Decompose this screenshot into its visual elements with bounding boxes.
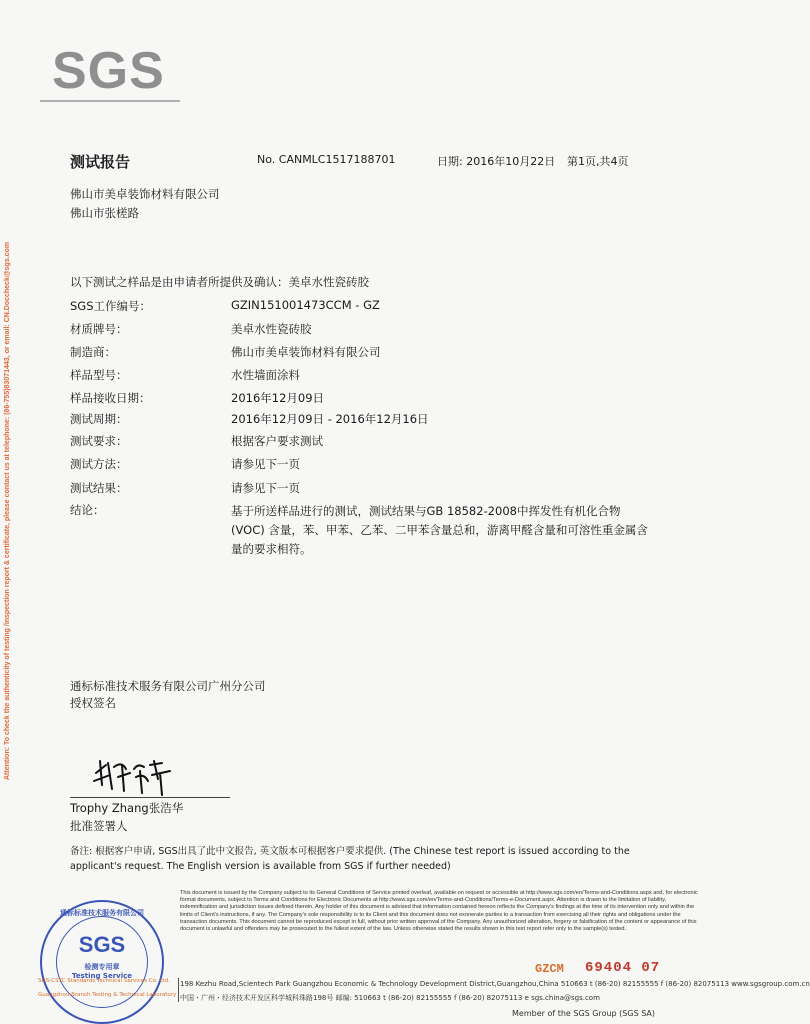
field-label: 样品接收日期： [70, 391, 151, 405]
stamp-center-logo: SGS [78, 932, 126, 957]
serial-number: 69404 07 [585, 960, 661, 976]
field-label: 测试要求： [70, 434, 128, 448]
page-indicator: 第1页,共4页 [567, 155, 629, 168]
field-label: SGS工作编号： [70, 299, 152, 313]
address-divider [178, 978, 179, 1002]
company-name: 通标标准技术服务有限公司广州分公司 [70, 679, 266, 693]
testing-service-stamp [40, 900, 164, 1024]
authenticity-side-note: Attention: To check the authenticity of testing /inspection report & certificate, please contact us at telephone: (86-755)83071443, or email: CN.Doccheck@sgs.com [4, 241, 11, 780]
gzcm-code: GZCM [535, 962, 564, 976]
address-english: 198 Kezhu Road,Scientech Park Guangzhou Economic & Technology Development District,Guangzhou,China 510663 t (86-20) 82155555 f (86-20) 82075113 www.sgsgroup.com.cn [180, 980, 810, 988]
field-value: 根据客户要求测试 [231, 434, 323, 448]
field-value: 水性墙面涂料 [231, 368, 300, 382]
client-address: 佛山市张槎路 [70, 206, 139, 220]
report-number: No. CANMLC1517188701 [257, 153, 396, 166]
intro-text: 以下测试之样品是由申请者所提供及确认：美卓水性瓷砖胶 [70, 275, 369, 289]
field-label: 测试结果： [70, 481, 128, 495]
stamp-bottom-line-2: Guangzhou Branch Testing & Technical Laboratory [38, 992, 177, 998]
handwritten-signature [92, 755, 182, 797]
report-title: 测试报告 [70, 153, 131, 171]
conclusion-text: 基于所送样品进行的测试，测试结果与GB 18582-2008中挥发性有机化合物(VOC) 含量，苯、甲苯、乙苯、二甲苯含量总和，游离甲醛含量和可溶性重金属含量的要求相符。 [231, 504, 648, 556]
field-value: 佛山市美卓装饰材料有限公司 [231, 345, 381, 359]
field-label: 测试周期： [70, 412, 128, 426]
authorized-signature-label: 授权签名 [70, 696, 116, 710]
field-value: GZIN151001473CCM - GZ [231, 298, 380, 312]
field-label: 样品型号： [70, 368, 128, 382]
field-label: 材质牌号： [70, 322, 128, 336]
field-value: 2016年12月09日 [231, 391, 325, 405]
language-footnote: 备注: 根据客户申请, SGS出具了此中文报告, 英文版本可根据客户要求提供. (The Chinese test report is issued according to the applicant's request. The English version is available from SGS if further needed) [70, 846, 630, 872]
field-value: 请参见下一页 [231, 481, 300, 495]
signature-line [70, 797, 230, 798]
field-label: 制造商： [70, 345, 116, 359]
signer-name: Trophy Zhang张浩华 [70, 801, 184, 815]
field-value: 2016年12月09日 - 2016年12月16日 [231, 412, 429, 426]
logo-underline [40, 100, 180, 102]
sgs-logo: SGS [52, 42, 165, 100]
stamp-line-2: Testing Service [71, 972, 133, 980]
stamp-line-1: 检测专用章 [84, 963, 120, 971]
stamp-bottom-line-1: SGS-CSTC Standards Technical Services Co. Ltd. [38, 978, 170, 984]
report-date: 日期: 2016年10月22日 [437, 155, 556, 168]
signer-role: 批准签署人 [70, 819, 128, 833]
field-value: 请参见下一页 [231, 457, 300, 471]
conclusion-label: 结论： [70, 503, 105, 517]
legal-disclaimer: This document is issued by the Company subject to its General Conditions of Service printed overleaf, available on request or accessible at http://www.sgs.com/en/Terms-and-Conditions.aspx and, for electronic format documents, subject to Terms and Conditions for Electronic Documents at http://www.sgs.com/en/Terms-and-Conditions/Terms-e-Document.aspx. Attention is drawn to the limitation of liability, indemnification and jurisdiction issues defined therein. Any holder of this document is advised that information contained hereon reflects the Company's findings at the time of its intervention only and within the limits of Client's instructions, if any. The Company's sole responsibility is to its Client and this document does not exonerate parties to a transaction from exercising all their rights and obligations under the transaction documents. This document cannot be reproduced except in full, without prior written approval of the Company. Any unauthorized alteration, forgery or falsification of the content or appearance of this document is unlawful and offenders may be prosecuted to the fullest extent of the law. Unless otherwise stated the results shown in this test report refer only to the sample(s) tested. [180, 890, 698, 933]
field-value: 美卓水性瓷砖胶 [231, 322, 312, 336]
member-note: Member of the SGS Group (SGS SA) [512, 1009, 656, 1018]
field-label: 测试方法： [70, 457, 128, 471]
address-chinese: 中国・广州・经济技术开发区科学城科珠路198号 邮编: 510663 t (86-20) 82155555 f (86-20) 82075113 e sgs.china@sgs.com [180, 994, 600, 1002]
stamp-arc-text: 通标标准技术服务有限公司 [60, 909, 144, 917]
client-name: 佛山市美卓装饰材料有限公司 [70, 187, 220, 201]
